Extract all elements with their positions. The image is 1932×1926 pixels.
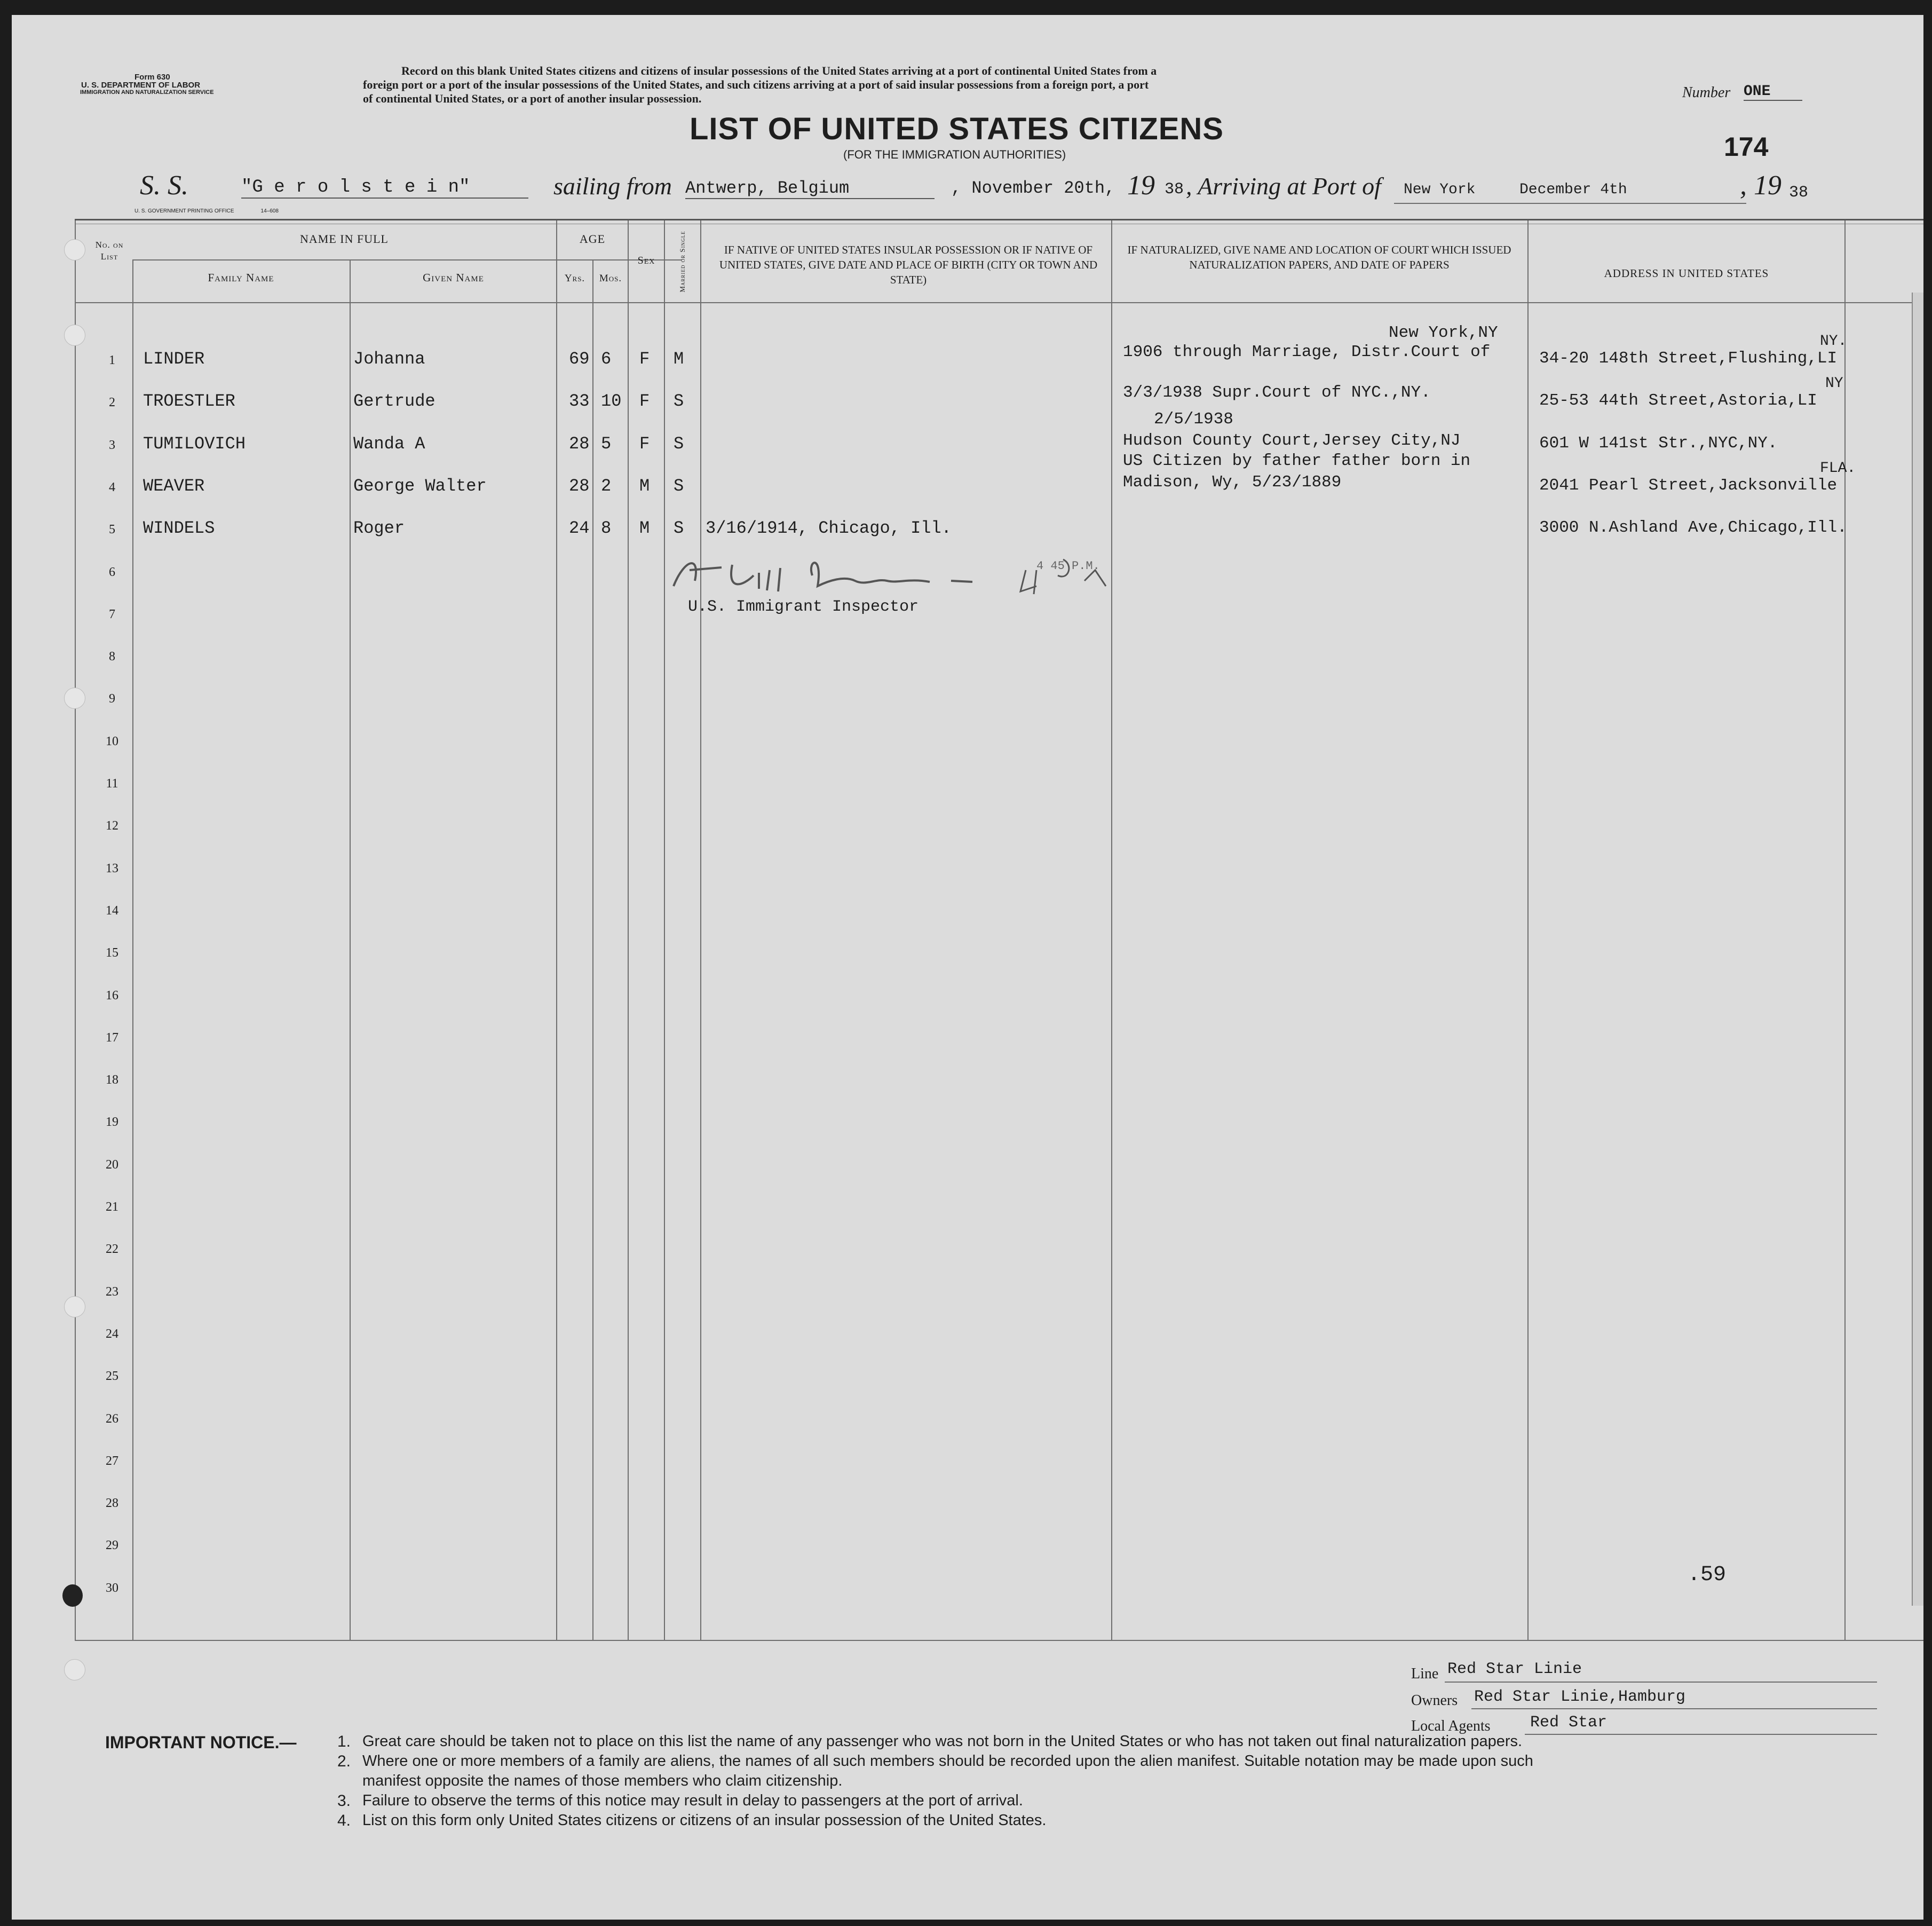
arrival-year-suffix: 38	[1789, 184, 1809, 202]
marital-status-cell: S	[674, 434, 684, 454]
instruction-line-3: of continental United States, or a port of another insular possession.	[363, 92, 702, 105]
naturalization-line-1: 2/5/1938	[1154, 410, 1233, 429]
binder-hole	[64, 239, 85, 261]
birthplace-cell: 3/16/1914, Chicago, Ill.	[706, 518, 952, 538]
marital-status-cell: S	[674, 518, 684, 538]
col-line-nat	[1111, 220, 1112, 1640]
instruction-line-2: foreign port or a port of the insular possessions of the United States, and such citizens arriving at a port of said insular possessions from a foreign port, a port	[363, 78, 1149, 91]
notice-item-text: Failure to observe the terms of this notice may result in delay to passengers at the port of arrival.	[362, 1792, 1023, 1809]
agents-value: Red Star	[1530, 1714, 1608, 1732]
marital-status-cell: S	[674, 391, 684, 411]
family-name-cell: WEAVER	[143, 476, 205, 496]
notice-item-text: manifest opposite the names of those members who claim citizenship.	[362, 1772, 843, 1789]
row-number: 28	[106, 1496, 118, 1510]
number-value: ONE	[1744, 83, 1802, 101]
arrival-date: December 4th	[1519, 181, 1627, 198]
ss-label: S. S.	[140, 170, 188, 201]
binder-hole	[64, 325, 85, 346]
row-number: 1	[109, 353, 115, 367]
header-address: ADDRESS IN UNITED STATES	[1604, 267, 1769, 280]
age-months-cell: 2	[601, 476, 612, 496]
naturalization-line-2: 3/3/1938 Supr.Court of NYC.,NY.	[1123, 383, 1431, 402]
page-number: 174	[1724, 132, 1769, 162]
header-age: AGE	[579, 232, 606, 246]
agents-label: Local Agents	[1411, 1718, 1491, 1734]
col-line-no	[75, 220, 76, 1640]
col-line-age	[556, 220, 557, 1640]
row-number: 30	[106, 1581, 118, 1595]
address-cell: 601 W 141st Str.,NYC,NY.	[1539, 434, 1778, 453]
age-months-cell: 10	[601, 391, 622, 411]
naturalization-line-2: Madison, Wy, 5/23/1889	[1123, 473, 1342, 492]
line-label: Line	[1411, 1665, 1439, 1682]
sex-cell: F	[639, 349, 650, 369]
header-no-on-list: No. on List	[95, 240, 124, 262]
departure-port: Antwerp, Belgium	[685, 178, 935, 199]
notice-heading: IMPORTANT NOTICE.—	[105, 1733, 297, 1752]
row-number: 23	[106, 1285, 118, 1299]
age-years-cell: 28	[569, 476, 590, 496]
notice-item-number: 4.	[337, 1812, 351, 1829]
line-underline	[1445, 1682, 1877, 1683]
sailing-label: sailing from	[553, 172, 672, 200]
row-number: 7	[109, 607, 115, 621]
row-number: 10	[106, 735, 118, 748]
given-name-cell: George Walter	[353, 476, 487, 496]
naturalization-line-2: Hudson County Court,Jersey City,NJ	[1123, 431, 1461, 450]
binder-hole	[64, 1659, 85, 1680]
row-number: 29	[106, 1538, 118, 1552]
row-number: 15	[106, 946, 118, 960]
row-number: 8	[109, 650, 115, 664]
row-number: 2	[109, 396, 115, 409]
row-number: 19	[106, 1115, 118, 1129]
row-number: 14	[106, 904, 118, 918]
header-mos: Mos.	[599, 273, 622, 284]
address-cell: 25-53 44th Street,Astoria,LI	[1539, 391, 1817, 410]
address-cell: 34-20 148th Street,Flushing,LI	[1539, 349, 1838, 368]
address-state-note: NY.	[1820, 333, 1847, 350]
owners-value: Red Star Linie,Hamburg	[1474, 1688, 1686, 1706]
printing-note	[134, 208, 279, 214]
row-number: 11	[106, 777, 118, 791]
row-number: 24	[106, 1327, 118, 1341]
margin-note: .59	[1688, 1563, 1727, 1587]
page-subtitle: (FOR THE IMMIGRATION AUTHORITIES)	[843, 148, 1066, 161]
departure-date: , November 20th,	[951, 178, 1115, 198]
naturalization-line-1: US Citizen by father father born in	[1123, 452, 1471, 470]
row-number: 25	[106, 1369, 118, 1383]
header-name-in-full: NAME IN FULL	[300, 232, 389, 246]
row-number: 3	[109, 438, 115, 452]
sex-cell: M	[639, 518, 650, 538]
age-months-cell: 6	[601, 349, 612, 369]
instruction-line-1: Record on this blank United States citizens and citizens of insular possessions of the United States arriving at a port of continental United States from a	[401, 64, 1157, 77]
notice-item-number: 2.	[337, 1753, 351, 1770]
naturalization-line-1: New York,NY	[1389, 323, 1498, 342]
row-number: 9	[109, 692, 115, 706]
col-line-birth	[700, 220, 701, 1640]
age-years-cell: 33	[569, 391, 590, 411]
address-state-note: FLA.	[1820, 460, 1856, 477]
inspector-time-note: 4 45 P.M.	[1036, 559, 1100, 573]
manifest-sheet	[12, 15, 1923, 1920]
notice-item-number: 1.	[337, 1733, 351, 1750]
row-number: 4	[109, 480, 115, 494]
notice-item-text: Great care should be taken not to place on this list the name of any passenger who was not born in the United States or who has not taken out final naturalization papers.	[362, 1733, 1523, 1750]
marital-status-cell: M	[674, 349, 684, 369]
header-family-name: Family Name	[208, 271, 274, 284]
printing-code: 14–608	[260, 208, 279, 214]
row-number: 21	[106, 1200, 118, 1214]
header-naturalized: IF NATURALIZED, GIVE NAME AND LOCATION OF COURT WHICH ISSUED NATURALIZATION PAPERS, AND DATE OF PAPERS	[1127, 243, 1511, 271]
inspector-title: U.S. Immigrant Inspector	[688, 598, 919, 616]
col-line-addr	[1527, 220, 1529, 1640]
departure-year-suffix: 38	[1165, 180, 1184, 199]
binder-hole	[64, 688, 85, 709]
binder-hole	[64, 1296, 85, 1317]
address-cell: 2041 Pearl Street,Jacksonville	[1539, 476, 1838, 495]
number-label: Number	[1682, 84, 1731, 101]
table-bottom-rule	[75, 1640, 1923, 1641]
row-number: 12	[106, 819, 118, 833]
col-line-right	[1844, 220, 1846, 1640]
row-number: 6	[109, 565, 115, 579]
header-married-single	[665, 228, 700, 301]
ship-name: "G e r o l s t e i n"	[241, 177, 528, 199]
notice-item-text: List on this form only United States citizens or citizens of an insular possession of the United States.	[362, 1812, 1047, 1829]
agents-underline	[1525, 1734, 1877, 1735]
given-name-cell: Gertrude	[353, 391, 436, 411]
notice-item-text: Where one or more members of a family are aliens, the names of all such members should be recorded upon the alien manifest. Suitable notation may be made upon such	[362, 1753, 1533, 1770]
header-birth: IF NATIVE OF UNITED STATES INSULAR POSSESSION OR IF NATIVE OF UNITED STATES, GIVE DATE AND PLACE OF BIRTH (CITY OR TOWN AND STATE)	[719, 243, 1098, 286]
owners-label: Owners	[1411, 1692, 1458, 1709]
naturalization-line-2: 1906 through Marriage, Distr.Court of	[1123, 343, 1491, 361]
row-number: 13	[106, 862, 118, 875]
given-name-cell: Johanna	[353, 349, 425, 369]
family-name-cell: TROESTLER	[143, 391, 235, 411]
married-single-text: Married or Single	[678, 231, 686, 293]
header-given-name: Given Name	[423, 271, 484, 284]
col-line-given	[350, 259, 351, 1640]
given-name-cell: Wanda A	[353, 434, 425, 454]
owners-underline	[1471, 1708, 1877, 1709]
service-name: IMMIGRATION AND NATURALIZATION SERVICE	[80, 89, 214, 96]
sex-cell: M	[639, 476, 650, 496]
family-name-cell: LINDER	[143, 349, 205, 369]
family-name-cell: TUMILOVICH	[143, 434, 246, 454]
address-cell: 3000 N.Ashland Ave,Chicago,Ill.	[1539, 518, 1847, 537]
sex-cell: F	[639, 434, 650, 454]
row-number: 26	[106, 1412, 118, 1426]
right-edge-strip	[1912, 293, 1923, 1606]
col-line-ms	[664, 220, 665, 1640]
family-name-cell: WINDELS	[143, 518, 215, 538]
header-split-rule	[132, 259, 682, 261]
marital-status-cell: S	[674, 476, 684, 496]
department-name: U. S. DEPARTMENT OF LABOR	[81, 81, 201, 90]
row-number: 5	[109, 523, 115, 536]
page-title: LIST OF UNITED STATES CITIZENS	[690, 112, 1224, 146]
row-number: 27	[106, 1454, 118, 1468]
header-yrs: Yrs.	[564, 273, 585, 284]
ink-spot	[62, 1584, 83, 1607]
arrival-year-prefix: , 19	[1740, 170, 1781, 201]
departure-year-prefix: 19	[1127, 170, 1155, 201]
arrival-port: New York	[1404, 181, 1476, 198]
col-line-mos	[592, 259, 593, 1640]
form-number: Form 630	[134, 73, 170, 82]
age-years-cell: 28	[569, 434, 590, 454]
arrival-underline	[1394, 203, 1746, 204]
age-months-cell: 8	[601, 518, 612, 538]
header-sex: Sex	[637, 255, 655, 266]
col-line-sex	[628, 220, 629, 1640]
row-number: 20	[106, 1158, 118, 1172]
age-months-cell: 5	[601, 434, 612, 454]
notice-item-number: 3.	[337, 1792, 351, 1810]
row-number: 18	[106, 1073, 118, 1087]
line-value: Red Star Linie	[1447, 1660, 1582, 1678]
header-bottom-rule	[75, 302, 1923, 303]
age-years-cell: 69	[569, 349, 590, 369]
address-state-note: NY	[1825, 375, 1843, 392]
age-years-cell: 24	[569, 518, 590, 538]
printing-office: U. S. GOVERNMENT PRINTING OFFICE	[134, 208, 234, 214]
row-number: 16	[106, 989, 118, 1003]
given-name-cell: Roger	[353, 518, 405, 538]
table-top-rule	[75, 219, 1923, 220]
row-number: 22	[106, 1242, 118, 1256]
row-number: 17	[106, 1031, 118, 1045]
arriving-label: , Arriving at Port of	[1186, 172, 1381, 200]
sex-cell: F	[639, 391, 650, 411]
